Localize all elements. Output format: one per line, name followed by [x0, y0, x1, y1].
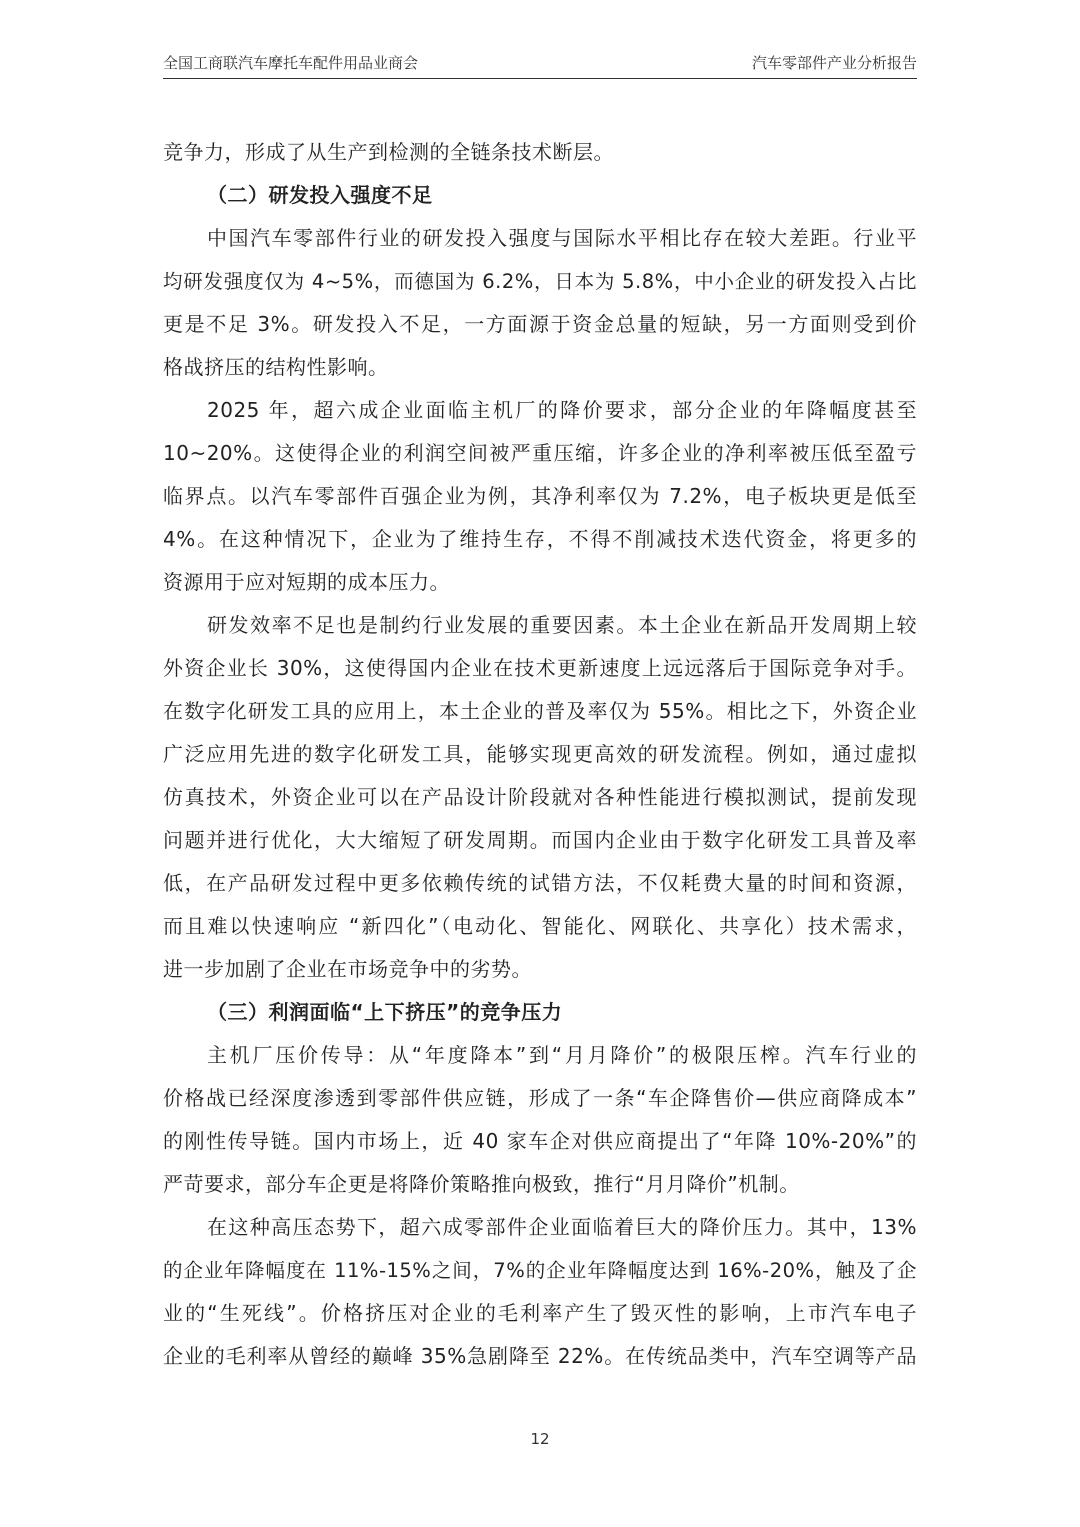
text-line: 业的“生死线”。价格挤压对企业的毛利率产生了毁灭性的影响，上市汽车电子	[163, 1301, 917, 1325]
text-line: 中国汽车零部件行业的研发投入强度与国际水平相比存在较大差距。行业平	[207, 226, 917, 250]
page-header	[163, 52, 917, 79]
text-line: 企业的毛利率从曾经的巅峰 35%急剧降至 22%。在传统品类中，汽车空调等产品	[163, 1344, 917, 1368]
text-line: 研发效率不足也是制约行业发展的重要因素。本土企业在新品开发周期上较	[207, 613, 917, 637]
text-line: 的企业年降幅度在 11%-15%之间，7%的企业年降幅度达到 16%-20%，触及了企	[163, 1259, 917, 1282]
text-line: 低，在产品研发过程中更多依赖传统的试错方法，不仅耗费大量的时间和资源，	[163, 871, 917, 895]
text-line: 广泛应用先进的数字化研发工具，能够实现更高效的研发流程。例如，通过虚拟	[163, 742, 917, 766]
text-line: 外资企业长 30%，这使得国内企业在技术更新速度上远远落后于国际竞争对手。	[163, 656, 917, 680]
text-line: 问题并进行优化，大大缩短了研发周期。而国内企业由于数字化研发工具普及率	[163, 828, 917, 852]
header-report-title: 汽车零部件产业分析报告	[751, 54, 917, 72]
text-line: 进一步加剧了企业在市场竞争中的劣势。	[163, 957, 532, 981]
text-line: 仿真技术，外资企业可以在产品设计阶段就对各种性能进行模拟测试，提前发现	[163, 785, 917, 809]
section-heading-3: （三）利润面临“上下挤压”的竞争压力	[207, 1000, 563, 1024]
text-line: 4%。在这种情况下，企业为了维持生存，不得不削减技术迭代资金，将更多的	[163, 527, 917, 551]
header-organization: 全国工商联汽车摩托车配件用品业商会	[163, 54, 419, 72]
text-line: 更是不足 3%。研发投入不足，一方面源于资金总量的短缺，另一方面则受到价	[163, 312, 917, 336]
text-line: 2025 年，超六成企业面临主机厂的降价要求，部分企业的年降幅度甚至	[207, 398, 917, 422]
document-body	[163, 131, 917, 1378]
text-line: 格战挤压的结构性影响。	[163, 355, 389, 379]
text-line: 的刚性传导链。国内市场上，近 40 家车企对供应商提出了“年降 10%-20%”的	[163, 1129, 917, 1153]
text-line: 均研发强度仅为 4~5%，而德国为 6.2%，日本为 5.8%，中小企业的研发投入占比	[163, 270, 917, 293]
text-line: 资源用于应对短期的成本压力。	[163, 570, 450, 594]
page-number: 12	[530, 1430, 550, 1448]
text-line: 严苛要求，部分车企更是将降价策略推向极致，推行“月月降价”机制。	[163, 1172, 800, 1196]
text-line: 竞争力，形成了从生产到检测的全链条技术断层。	[163, 140, 614, 164]
text-line: 10~20%。这使得企业的利润空间被严重压缩，许多企业的净利率被压低至盈亏	[163, 441, 917, 465]
text-line: 在数字化研发工具的应用上，本土企业的普及率仅为 55%。相比之下，外资企业	[163, 699, 917, 723]
text-line: 价格战已经深度渗透到零部件供应链，形成了一条“车企降售价—供应商降成本”	[163, 1086, 917, 1110]
section-heading-2: （二）研发投入强度不足	[207, 183, 433, 207]
text-line: 临界点。以汽车零部件百强企业为例，其净利率仅为 7.2%，电子板块更是低至	[163, 484, 917, 508]
text-line: 主机厂压价传导：从“年度降本”到“月月降价”的极限压榨。汽车行业的	[207, 1043, 917, 1067]
text-line: 而且难以快速响应 “新四化”（电动化、智能化、网联化、共享化）技术需求，	[163, 914, 917, 938]
text-line: 在这种高压态势下，超六成零部件企业面临着巨大的降价压力。其中，13%	[207, 1215, 917, 1239]
